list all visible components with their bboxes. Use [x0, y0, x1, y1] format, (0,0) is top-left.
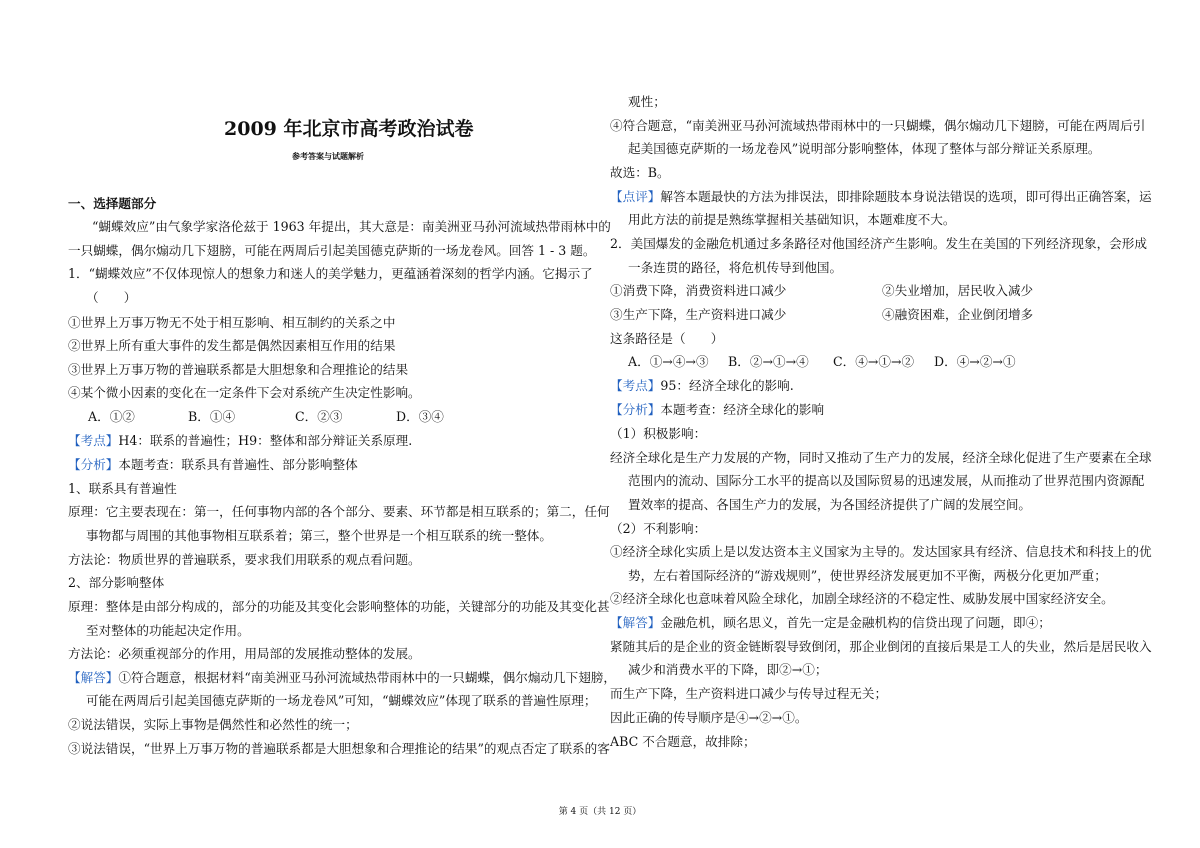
fenxi-tag: 【分析】	[68, 457, 119, 472]
dianping-text: 解答本题最快的方法为排误法，即排除题肢本身说法错误的选项，即可得出正确答案，运	[660, 189, 1152, 204]
kaodian-tag: 【考点】	[68, 433, 119, 448]
q1-answer: 故选：B。	[610, 165, 670, 180]
fenxi-text: 本题考查：联系具有普遍性、部分影响整体	[118, 457, 358, 472]
q1-stem: 1．“蝴蝶效应”不仅体现惊人的想象力和迷人的美学魅力，更蕴涵着深刻的哲学内涵。它揭示了	[68, 266, 593, 281]
q1-statement: ③世界上万事万物的普遍联系都是大胆想象和合理推论的结果	[68, 362, 409, 377]
q1-stem-blank: （ ）	[86, 290, 137, 305]
q1-kaodian	[68, 435, 412, 448]
jieda-text: ①符合题意，根据材料“南美洲亚马孙河流域热带雨林中的一只蝴蝶，偶尔煽动几下翅膀，	[118, 670, 616, 685]
q1-statement: ②世界上所有重大事件的发生都是偶然因素相互作用的结果	[68, 338, 396, 353]
fenxi-text: 本题考查：经济全球化的影响	[660, 402, 825, 417]
analysis-text: 原理：整体是由部分构成的，部分的功能及其变化会影响整体的功能，关键部分的功能及其变化甚	[68, 599, 610, 614]
dianping-text: 用此方法的前提是熟练掌握相关基础知识，本题难度不大。	[628, 212, 956, 227]
section-heading: 一、选择题部分	[68, 196, 157, 211]
analysis-text: 方法论：物质世界的普遍联系，要求我们用联系的观点看问题。	[68, 552, 421, 567]
analysis-text: ②经济全球化也意味着风险全球化，加剧全球经济的不稳定性、威胁发展中国家经济安全。	[610, 591, 1114, 606]
q2-statement: ②失业增加，居民收入减少	[882, 283, 1034, 298]
q2-option-b: B．②→①→④	[728, 354, 809, 369]
analysis-heading: 1、联系具有普遍性	[68, 481, 177, 496]
analysis-text: 置效率的提高、各国生产力的发展，为各国经济提供了广阔的发展空间。	[628, 497, 1031, 512]
q1-fenxi	[68, 459, 358, 472]
page-footer: 第 4 页（共 12 页）	[558, 807, 642, 817]
jieda-text: 紧随其后的是企业的资金链断裂导致倒闭，那企业倒闭的直接后果是工人的失业，然后是居民收入	[610, 639, 1152, 654]
fenxi-tag: 【分析】	[610, 402, 661, 417]
jieda-text: ABC 不合题意，故排除；	[610, 734, 756, 749]
analysis-text: 至对整体的功能起决定作用。	[86, 623, 250, 638]
analysis-heading: （2）不利影响：	[610, 521, 707, 536]
analysis-heading: （1）积极影响：	[610, 426, 707, 441]
jieda-text: 因此正确的传导顺序是④→②→①。	[610, 710, 808, 725]
q2-statement: ④融资困难，企业倒闭增多	[882, 307, 1034, 322]
analysis-text: 势，左右着国际经济的“游戏规则”，使世界经济发展更加不平衡，两极分化更加严重；	[628, 568, 1107, 583]
q1-option-c: C．②③	[295, 409, 343, 424]
q2-statement: ③生产下降，生产资料进口减少	[610, 307, 787, 322]
q2-question: 这条路径是（ ）	[610, 331, 724, 346]
q2-jieda	[610, 617, 1051, 630]
analysis-text: 范围内的流动、国际分工水平的提高以及国际贸易的迅速发展，从而推动了世界范围内资源配	[628, 473, 1145, 488]
q1-option-b: B．①④	[188, 409, 236, 424]
analysis-text: 事物都与周围的其他事物相互联系着；第三，整个世界是一个相互联系的统一整体。	[86, 528, 552, 543]
q2-option-c: C．④→①→②	[833, 354, 915, 369]
kaodian-text: 95：经济全球化的影响.	[660, 378, 794, 393]
kaodian-tag: 【考点】	[610, 378, 661, 393]
jieda-text: 金融危机，顾名思义，首先一定是金融机构的信贷出现了问题，即④；	[660, 615, 1051, 630]
document-subtitle: 参考答案与试题解析	[292, 151, 364, 161]
document-title: 2009 年北京市高考政治试卷	[224, 118, 474, 140]
q2-option-d: D．④→②→①	[934, 354, 1016, 369]
q2-fenxi	[610, 404, 824, 417]
jieda-text: 减少和消费水平的下降，即②→①；	[628, 662, 828, 677]
jieda-text: 可能在两周后引起美国德克萨斯的一场龙卷风”可知，“蝴蝶效应”体现了联系的普遍性原理；	[86, 693, 597, 708]
intro-line: 一只蝴蝶，偶尔煽动几下翅膀，可能在两周后引起美国德克萨斯的一场龙卷风。回答 1 - 3 题。	[68, 243, 596, 258]
jieda-tag: 【解答】	[610, 615, 661, 630]
q2-stem: 一条连贯的路径，将危机传导到他国。	[628, 260, 843, 275]
analysis-text: 方法论：必须重视部分的作用，用局部的发展推动整体的发展。	[68, 646, 421, 661]
q1-option-a: A．①②	[88, 409, 135, 424]
q1-jieda	[68, 672, 616, 685]
q2-option-a: A．①→④→③	[628, 354, 709, 369]
dianping-tag: 【点评】	[610, 189, 661, 204]
q2-stem: 2．美国爆发的金融危机通过多条路径对他国经济产生影响。发生在美国的下列经济现象，会形成	[610, 236, 1147, 251]
jieda-tag: 【解答】	[68, 670, 119, 685]
analysis-heading: 2、部分影响整体	[68, 575, 165, 590]
kaodian-text: H4：联系的普遍性；H9：整体和部分辩证关系原理.	[118, 433, 413, 448]
jieda-text: ②说法错误，实际上事物是偶然性和必然性的统一；	[68, 717, 358, 732]
q1-option-d: D．③④	[396, 409, 444, 424]
jieda-text: 观性；	[628, 94, 666, 109]
jieda-text: 起美国德克萨斯的一场龙卷风”说明部分影响整体，体现了整体与部分辩证关系原理。	[628, 141, 1101, 156]
q1-dianping	[610, 191, 1152, 204]
intro-line: “蝴蝶效应”由气象学家洛伦兹于 1963 年提出，其大意是：南美洲亚马孙河流域热带雨林中的	[92, 219, 611, 234]
analysis-text: 原理：它主要表现在：第一，任何事物内部的各个部分、要素、环节都是相互联系的；第二，任何	[68, 504, 610, 519]
q1-statement: ①世界上万事万物无不处于相互影响、相互制约的关系之中	[68, 315, 396, 330]
jieda-text: 而生产下降，生产资料进口减少与传导过程无关；	[610, 686, 888, 701]
jieda-text: ③说法错误，“世界上万事万物的普遍联系都是大胆想象和合理推论的结果”的观点否定了联系的客	[68, 741, 610, 756]
jieda-text: ④符合题意，“南美洲亚马孙河流域热带雨林中的一只蝴蝶，偶尔煽动几下翅膀，可能在两周后引	[610, 118, 1146, 133]
q2-kaodian	[610, 380, 794, 393]
q2-statement: ①消费下降，消费资料进口减少	[610, 283, 787, 298]
analysis-text: 经济全球化是生产力发展的产物，同时又推动了生产力的发展，经济全球化促进了生产要素在全球	[610, 450, 1152, 465]
q1-statement: ④某个微小因素的变化在一定条件下会对系统产生决定性影响。	[68, 385, 421, 400]
analysis-text: ①经济全球化实质上是以发达资本主义国家为主导的。发达国家具有经济、信息技术和科技上的优	[610, 544, 1152, 559]
